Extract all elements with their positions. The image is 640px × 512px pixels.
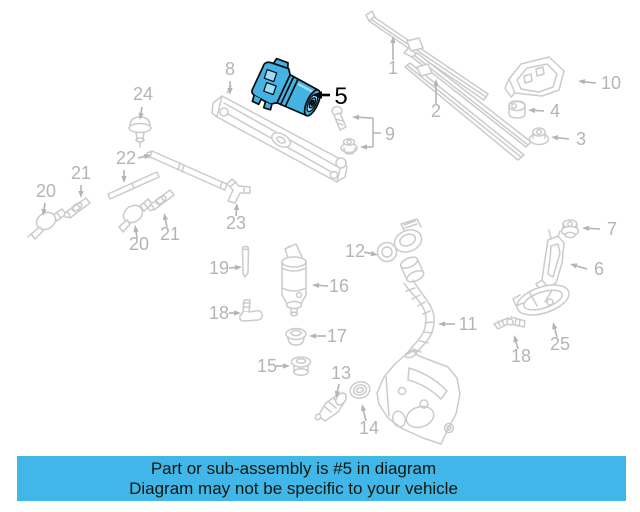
banner-text (17, 459, 626, 499)
leader-line (359, 117, 373, 118)
part-number-label: 17 (326, 326, 348, 346)
leader-arrowhead (570, 263, 577, 268)
leader-line (364, 252, 371, 254)
part-1-wiper-blade (366, 11, 488, 100)
part-20-washer-nozzle (28, 209, 66, 239)
part-number-label: 1 (387, 58, 399, 78)
part-16-washer-pump (282, 244, 306, 316)
leader-arrowhead (352, 115, 359, 120)
part-number-label: 13 (330, 363, 352, 383)
part-number-label: 24 (132, 84, 154, 104)
leader-arrowhead (528, 108, 535, 113)
leader-arrowhead (312, 283, 319, 288)
leader-arrowhead (235, 265, 242, 270)
part-10-cover (505, 57, 564, 97)
part-15-grommet (292, 357, 311, 375)
part-19-pin (243, 247, 249, 278)
part-3-nut (530, 128, 549, 145)
part-number-label: 23 (225, 213, 247, 233)
leader-arrowhead (234, 203, 239, 210)
leader-line (558, 138, 569, 139)
leader-arrowhead (309, 333, 316, 338)
part-18-check-valve (494, 317, 525, 329)
part-25-bracket-tray (513, 279, 573, 320)
leader-line (319, 285, 328, 286)
part-number-label: 21 (159, 224, 181, 244)
part-number-label: 7 (606, 219, 618, 239)
leader-line (585, 82, 596, 83)
part-number-label: 12 (344, 241, 366, 261)
leader-arrowhead (121, 176, 126, 183)
part-17-grommet (286, 329, 306, 346)
leader-arrowhead (361, 404, 366, 411)
leader-arrowhead (551, 135, 558, 140)
part-number-label: 8 (224, 59, 236, 79)
part-number-label: 20 (35, 181, 57, 201)
leader-arrowhead (78, 191, 83, 198)
part-14-seal-ring (348, 380, 371, 401)
part-number-label: 5 (334, 83, 348, 110)
leader-line (577, 266, 587, 269)
part-4-cap (509, 101, 525, 118)
part-6-pump-bracket (536, 230, 564, 290)
labels-and-leaders (36, 36, 621, 438)
part-7-grommet (562, 220, 579, 238)
leader-line (337, 384, 339, 391)
part-number-label: 22 (115, 148, 137, 168)
part-number-label: 21 (70, 163, 92, 183)
leader-arrowhead (163, 213, 168, 220)
part-number-label: 10 (600, 73, 622, 93)
part-number-label: 6 (593, 259, 605, 279)
banner-line2: Diagram may not be specific to your vehicle (129, 478, 458, 498)
leader-arrowhead (582, 226, 589, 231)
part-number-label: 16 (328, 276, 350, 296)
leader-arrowhead (133, 225, 138, 232)
part-number-label: 15 (256, 356, 278, 376)
part-number-label: 19 (208, 258, 230, 278)
leader-arrowhead (438, 321, 445, 326)
leader-line (589, 228, 600, 229)
part-9-bolt-and-bushing (332, 107, 357, 155)
part-number-label: 18 (510, 346, 532, 366)
part-21-connector (65, 198, 91, 218)
part-number-label: 2 (430, 101, 442, 121)
leader-arrowhead (283, 363, 290, 368)
part-number-label: 3 (575, 129, 587, 149)
part-24-grommet (129, 117, 151, 147)
part-number-label: 14 (358, 418, 380, 438)
part-number-label: 11 (458, 314, 478, 334)
leader-arrowhead (578, 79, 585, 84)
part-number-label: 25 (549, 334, 571, 354)
leader-line (535, 110, 544, 111)
part-number-label: 4 (549, 101, 561, 121)
part-11-reservoir-and-filler-hose (377, 255, 460, 444)
part-23-y-connector (227, 179, 250, 203)
leader-line (44, 203, 45, 209)
part-12-gasket (378, 219, 425, 262)
leader-line (141, 107, 142, 113)
part-number-label: 18 (208, 303, 230, 323)
leader-arrowhead (552, 322, 557, 329)
part-21-connector (149, 190, 175, 211)
leader-line (138, 157, 144, 158)
part-number-label: 9 (384, 124, 396, 144)
part-18-connector-elbow (240, 300, 262, 321)
banner-line1: Part or sub-assembly is #5 in diagram (150, 458, 437, 478)
leader-arrowhead (513, 335, 518, 342)
leader-arrowhead (360, 144, 367, 149)
part-13-plug (314, 391, 348, 421)
part-number-label: 20 (128, 234, 150, 254)
highlight-banner (17, 456, 626, 501)
